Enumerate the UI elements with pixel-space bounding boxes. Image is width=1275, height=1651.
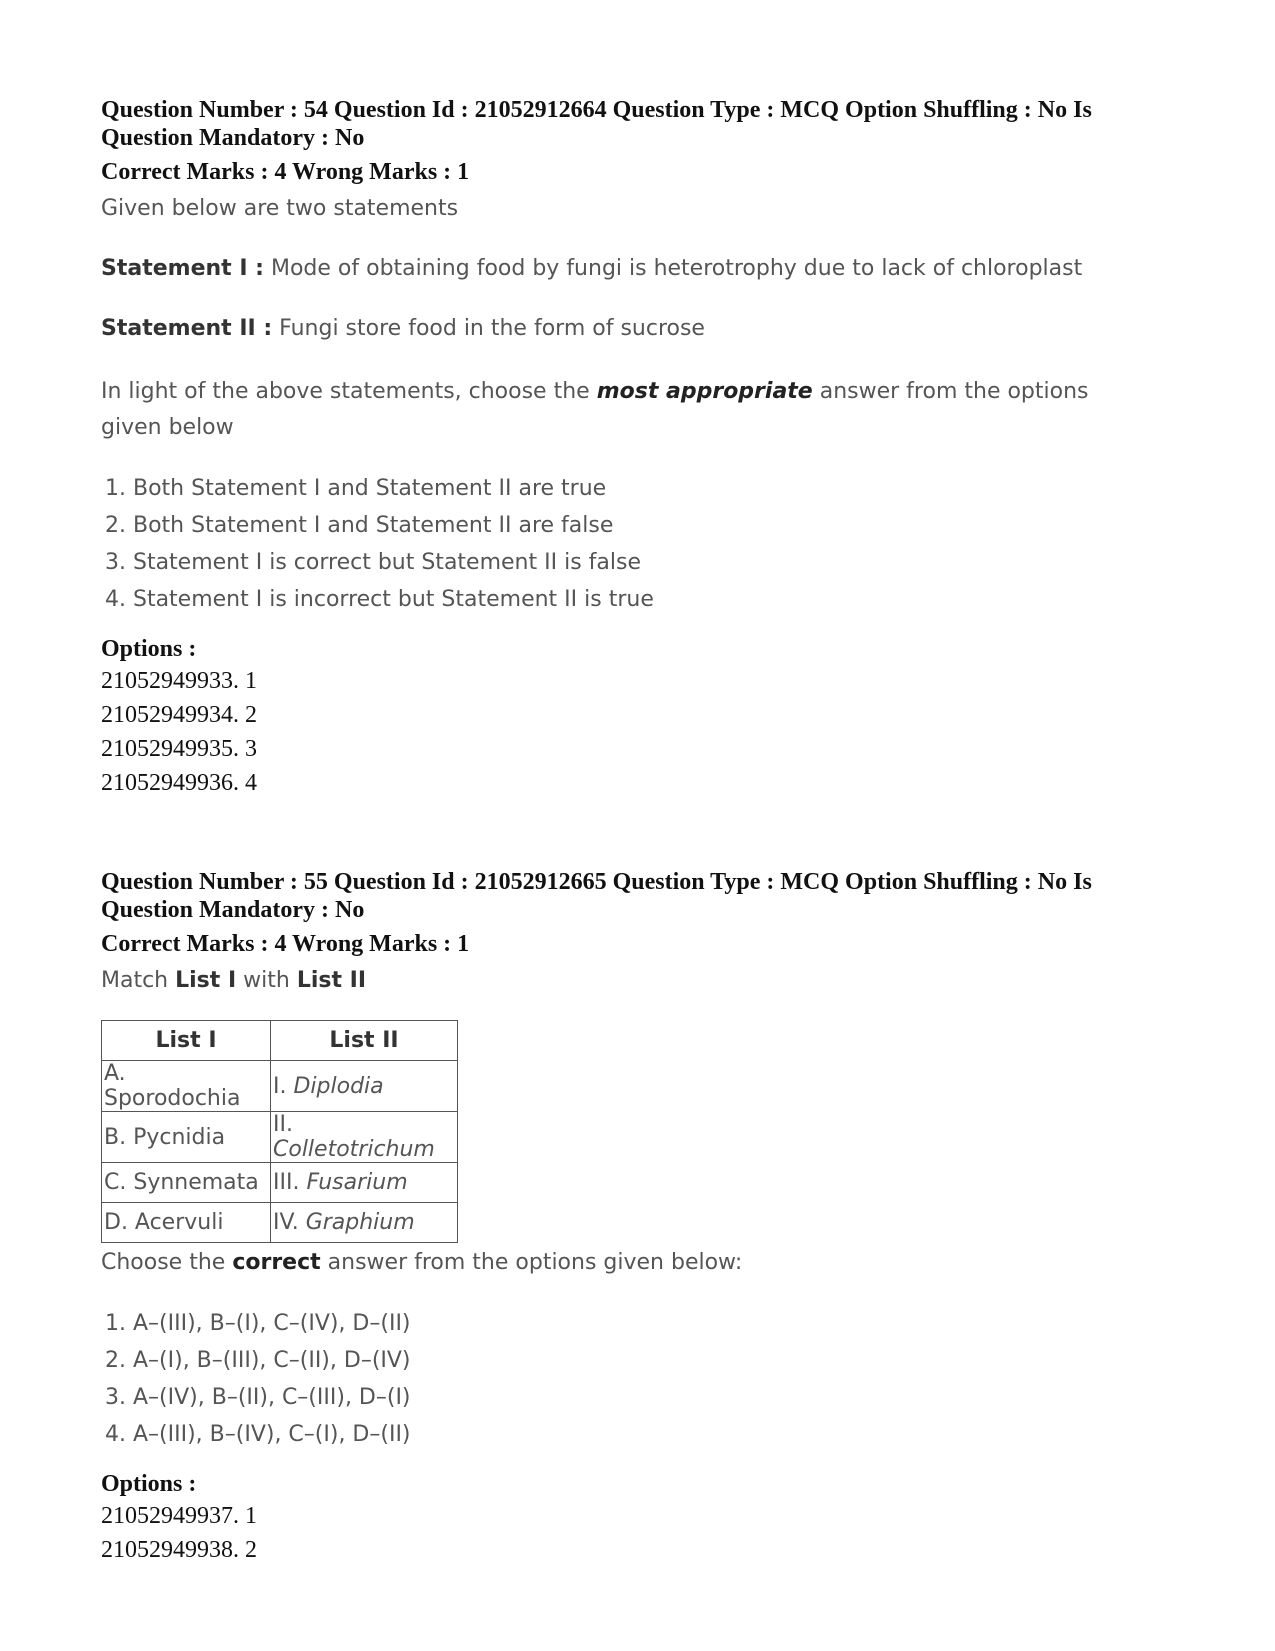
options-list [101,1499,1191,1567]
choice-item: 2. Both Statement I and Statement II are false [105,513,614,538]
list-2-genus: Colletotrichum [273,1137,435,1162]
option-item: 21052949936. 4 [101,770,257,796]
table-row [102,1112,458,1163]
choice-item: 2. A–(I), B–(III), C–(II), D–(IV) [105,1348,411,1373]
lead-post: answer from the options given below [101,379,1089,440]
match-instruction [101,966,1191,996]
list-2-genus: Graphium [305,1210,415,1235]
question-header-line-1: Question Number : 54 Question Id : 21052912664 Question Type : MCQ Option Shuffling : No Is [101,97,1092,123]
question-header-line-2: Question Mandatory : No [101,125,365,151]
match-mid: with [236,968,297,993]
option-item: 21052949937. 1 [101,1503,257,1529]
list-2-numeral: II. [273,1112,293,1137]
question-header-line-1: Question Number : 55 Question Id : 21052912665 Question Type : MCQ Option Shuffling : No Is [101,869,1092,895]
answer-choices [105,470,1191,618]
question-header [101,96,1191,152]
statement-2-label: Statement II : [101,316,273,341]
choose-post: answer from the options given below: [320,1250,743,1275]
options-list [101,664,1191,800]
options-title: Options : [101,636,197,662]
question-header-line-2: Question Mandatory : No [101,897,365,923]
choice-item: 4. A–(III), B–(IV), C–(I), D–(II) [105,1422,411,1447]
table-cell-left: B. Pycnidia [102,1112,271,1163]
table-cell-right [271,1203,458,1243]
question-55 [101,868,1191,1567]
table-row [102,1163,458,1203]
table-cell-left: C. Synnemata [102,1163,271,1203]
list-2-numeral: IV. [273,1210,306,1235]
statement-1-text: Mode of obtaining food by fungi is heterotrophy due to lack of chloroplast [263,256,1083,281]
statement-1-label: Statement I : [101,256,264,281]
table-header-list-2: List II [271,1021,458,1061]
list-2-genus: Diplodia [293,1073,384,1099]
option-item: 21052949938. 2 [101,1537,257,1563]
choice-item: 3. A–(IV), B–(II), C–(III), D–(I) [105,1385,411,1410]
choice-item: 1. Both Statement I and Statement II are true [105,476,607,501]
table-cell-left: A. Sporodochia [102,1061,271,1112]
options-title: Options : [101,1471,197,1497]
table-header-row [102,1021,458,1061]
lead-pre: In light of the above statements, choose the [101,379,597,404]
statement-2 [101,314,1191,344]
statement-2-text: Fungi store food in the form of sucrose [272,316,705,341]
choice-item: 3. Statement I is correct but Statement II is false [105,550,641,575]
table-cell-right [271,1163,458,1203]
question-lead [101,374,1151,446]
table-cell-right [271,1112,458,1163]
question-header [101,868,1191,924]
list-2-genus: Fusarium [306,1170,408,1195]
table-cell-left: D. Acervuli [102,1203,271,1243]
choose-emphasis: correct [232,1250,321,1275]
list-2-numeral: I. [273,1073,294,1099]
option-item: 21052949933. 1 [101,668,257,694]
choose-instruction [101,1245,1191,1281]
list-2-numeral: III. [273,1170,307,1195]
option-item: 21052949934. 2 [101,702,257,728]
match-pre: Match [101,968,176,993]
match-list-2: List II [296,968,367,993]
match-list-1: List I [175,968,237,993]
lead-emphasis: most appropriate [596,379,813,404]
table-row [102,1061,458,1112]
table-header-list-1: List I [102,1021,271,1061]
question-intro: Given below are two statements [101,196,459,221]
statement-1 [101,254,1191,284]
choice-item: 4. Statement I is incorrect but Statement II is true [105,587,654,612]
answer-choices [105,1305,1191,1453]
marks-line: Correct Marks : 4 Wrong Marks : 1 [101,931,470,957]
option-item: 21052949935. 3 [101,736,257,762]
choose-pre: Choose the [101,1250,233,1275]
match-table [101,1020,458,1243]
question-54 [101,96,1191,800]
marks-line: Correct Marks : 4 Wrong Marks : 1 [101,159,470,185]
table-cell-right [271,1061,458,1112]
choice-item: 1. A–(III), B–(I), C–(IV), D–(II) [105,1311,411,1336]
table-row [102,1203,458,1243]
